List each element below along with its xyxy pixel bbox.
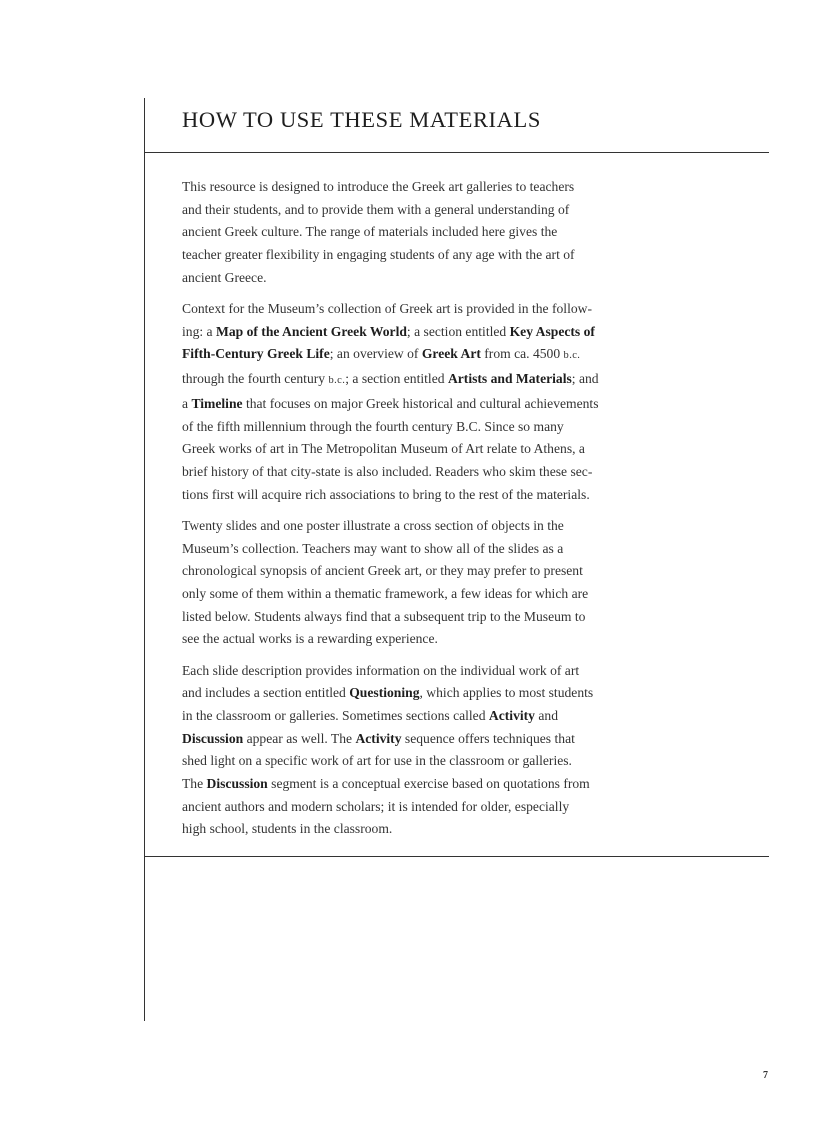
text-run: a bbox=[182, 395, 192, 411]
text-line: tions first will acquire rich associations to bring to the rest of the materials. bbox=[182, 486, 590, 502]
text-run: ; an overview of bbox=[329, 346, 422, 362]
bold-term-timeline: Timeline bbox=[191, 395, 243, 411]
text-run: through the fourth century bbox=[182, 371, 329, 387]
bold-term-key-aspects: Key Aspects of bbox=[509, 323, 595, 339]
text-run: appear as well. The bbox=[243, 730, 356, 746]
bold-term-activity: Activity bbox=[488, 707, 535, 723]
footer-divider bbox=[144, 856, 769, 857]
text-line: high school, students in the classroom. bbox=[182, 821, 393, 837]
text-line bbox=[182, 773, 662, 796]
text-run: and bbox=[534, 707, 559, 723]
bold-term-key-aspects-cont: Fifth-Century Greek Life bbox=[182, 346, 330, 362]
text-run: ing: a bbox=[182, 323, 216, 339]
text-run: ; a section entitled bbox=[406, 323, 510, 339]
text-run: , which applies to most students bbox=[419, 685, 594, 701]
text-line bbox=[182, 321, 662, 344]
text-run: from ca. 4500 bbox=[480, 346, 564, 362]
text-run: ; a section entitled bbox=[345, 371, 448, 387]
text-run: The bbox=[182, 776, 207, 792]
text-line: Greek works of art in The Metropolitan Museum of Art relate to Athens, a bbox=[182, 441, 585, 457]
text-run: and includes a section entitled bbox=[182, 685, 350, 701]
page-title: HOW TO USE THESE MATERIALS bbox=[182, 107, 541, 132]
text-line bbox=[182, 705, 662, 728]
text-line bbox=[182, 368, 662, 393]
text-line: brief history of that city-state is also included. Readers who skim these sec- bbox=[182, 463, 593, 479]
text-line: ancient authors and modern scholars; it is intended for older, especially bbox=[182, 798, 570, 814]
text-line: chronological synopsis of ancient Greek art, or they may prefer to present bbox=[182, 563, 583, 579]
bold-term-map: Map of the Ancient Greek World bbox=[215, 323, 407, 339]
paragraph-context bbox=[182, 298, 662, 506]
small-caps-bc: b.c. bbox=[563, 350, 581, 362]
text-line: teacher greater flexibility in engaging students of any age with the art of bbox=[182, 247, 575, 263]
text-line: ancient Greek culture. The range of materials included here gives the bbox=[182, 224, 558, 240]
paragraph-intro bbox=[182, 176, 662, 290]
text-line: of the fifth millennium through the fourth century B.C. Since so many bbox=[182, 418, 564, 434]
text-line: shed light on a specific work of art for use in the classroom or galleries. bbox=[182, 753, 572, 769]
bold-term-artists: Artists and Materials bbox=[447, 371, 572, 387]
text-line bbox=[182, 728, 662, 751]
paragraph-slides bbox=[182, 515, 662, 651]
text-line: see the actual works is a rewarding experience. bbox=[182, 631, 438, 647]
bold-term-activity: Activity bbox=[355, 730, 402, 746]
text-line: Context for the Museum’s collection of Greek art is provided in the follow- bbox=[182, 301, 592, 317]
text-line: Each slide description provides information on the individual work of art bbox=[182, 662, 580, 678]
text-run: segment is a conceptual exercise based on quotations from bbox=[267, 776, 590, 792]
text-line bbox=[182, 393, 662, 416]
text-run: that focuses on major Greek historical and cultural achievements bbox=[242, 395, 599, 411]
bold-term-discussion: Discussion bbox=[206, 776, 268, 792]
left-margin-rule bbox=[144, 98, 145, 1021]
text-run: ; and bbox=[571, 371, 599, 387]
text-line: Twenty slides and one poster illustrate a cross section of objects in the bbox=[182, 517, 564, 533]
text-run: in the classroom or galleries. Sometimes sections called bbox=[182, 707, 489, 723]
text-line bbox=[182, 682, 662, 705]
paragraph-descriptions bbox=[182, 660, 662, 842]
bold-term-questioning: Questioning bbox=[349, 685, 420, 701]
text-line: only some of them within a thematic framework, a few ideas for which are bbox=[182, 585, 589, 601]
text-line: ancient Greece. bbox=[182, 269, 267, 285]
header-divider bbox=[144, 152, 769, 153]
text-line: listed below. Students always find that a subsequent trip to the Museum to bbox=[182, 608, 586, 624]
small-caps-bc: b.c. bbox=[328, 375, 346, 387]
text-line: Museum’s collection. Teachers may want to show all of the slides as a bbox=[182, 540, 564, 556]
body-text bbox=[182, 176, 662, 850]
page-number: 7 bbox=[763, 1070, 768, 1081]
text-line: This resource is designed to introduce the Greek art galleries to teachers bbox=[182, 179, 575, 194]
text-line: and their students, and to provide them with a general understanding of bbox=[182, 201, 570, 217]
bold-term-greek-art: Greek Art bbox=[421, 346, 481, 362]
text-run: sequence offers techniques that bbox=[401, 730, 575, 746]
bold-term-discussion: Discussion bbox=[182, 730, 244, 746]
text-line bbox=[182, 343, 662, 368]
